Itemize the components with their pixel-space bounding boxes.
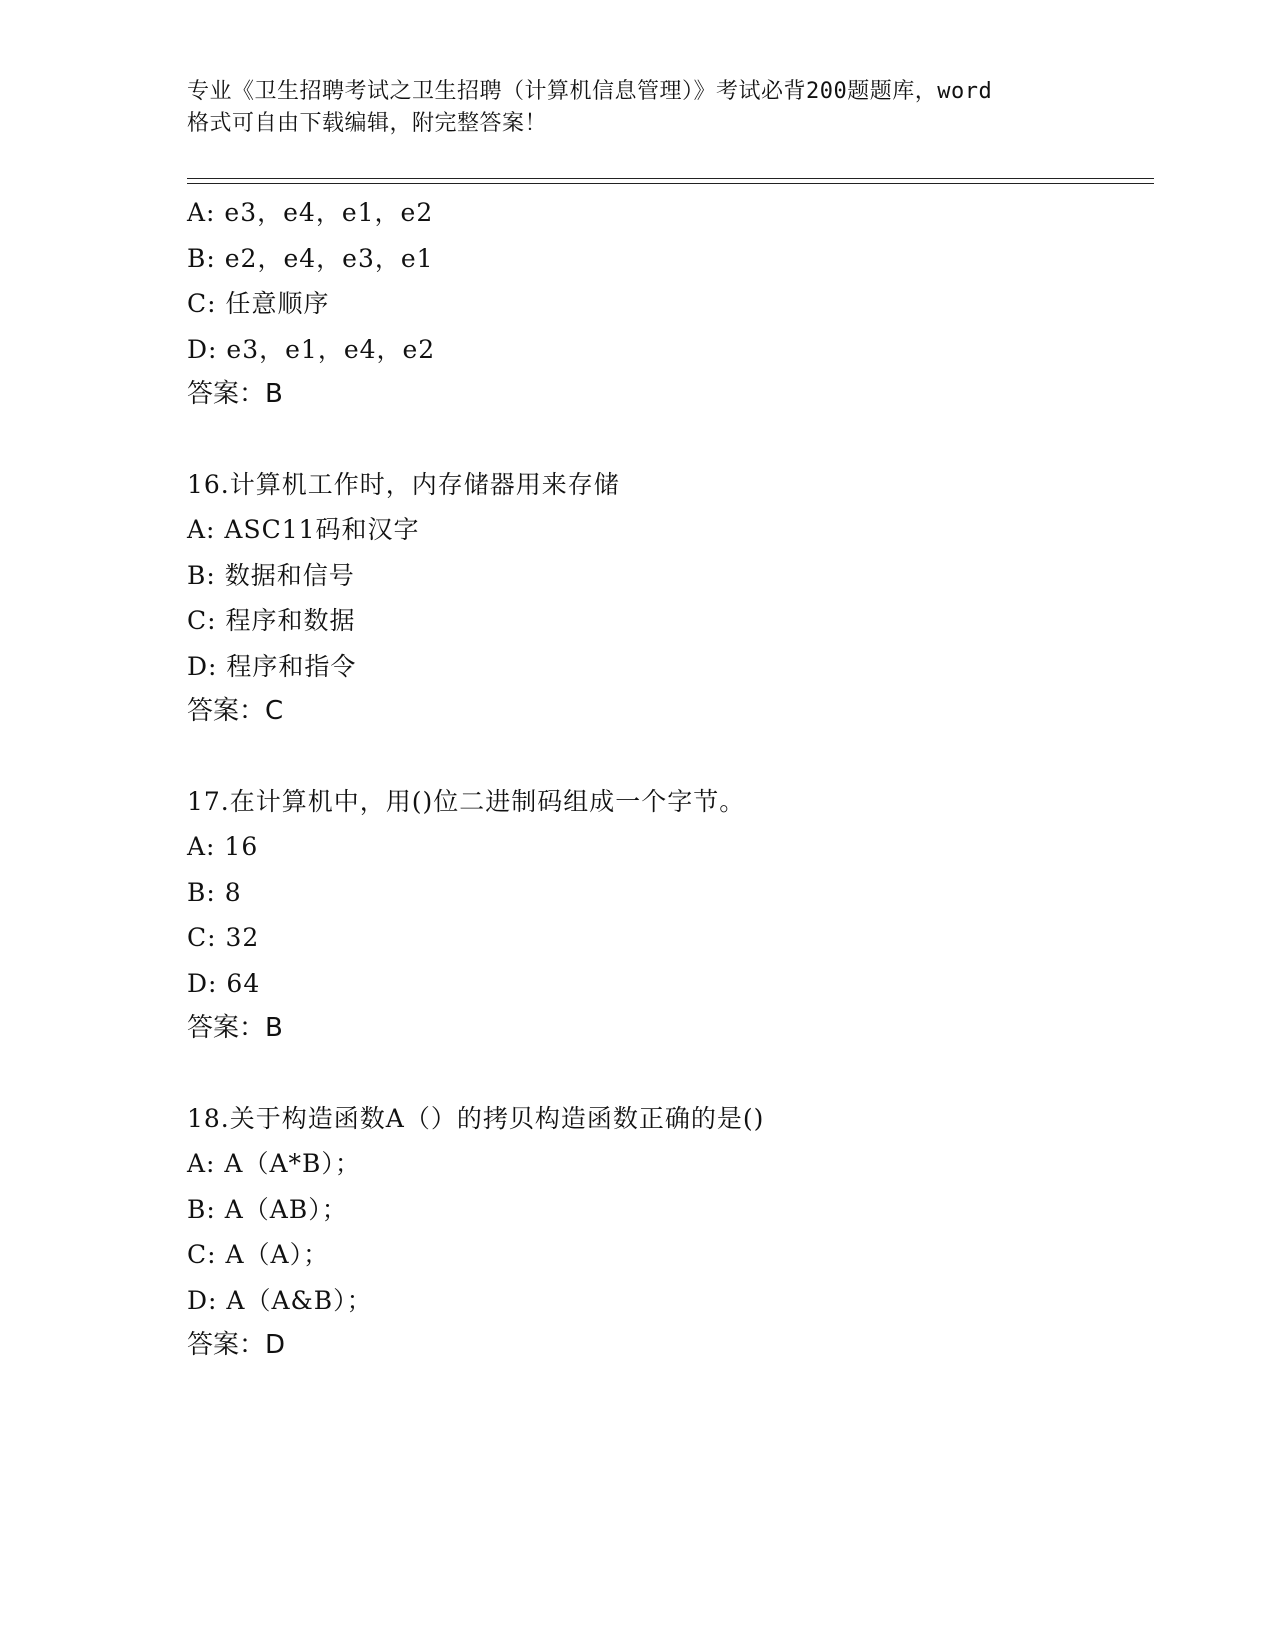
- answer-line: 答案：B: [187, 1013, 283, 1043]
- spacer: [187, 1052, 1147, 1096]
- option-d: D: A（A&B）；: [187, 1285, 373, 1315]
- option-d: D: 程序和指令: [187, 651, 357, 681]
- question-block-18: [187, 1096, 1147, 1369]
- option-b: B: A（AB）；: [187, 1194, 348, 1224]
- question-list: [187, 190, 1147, 1369]
- document-header: [187, 76, 1087, 140]
- option-c: C: A（A）；: [187, 1240, 330, 1269]
- option-a: A: ASC11码和汉字: [187, 515, 420, 544]
- spacer: [187, 418, 1147, 462]
- option-b: B: e2，e4，e3，e1: [187, 243, 434, 273]
- option-c: C: 程序和数据: [187, 606, 356, 635]
- option-d: D: e3，e1，e4，e2: [187, 334, 436, 364]
- option-a: A: e3，e4，e1，e2: [187, 198, 434, 227]
- question-text: 18.关于构造函数A（）的拷贝构造函数正确的是(): [187, 1103, 765, 1133]
- question-block-16: [187, 462, 1147, 735]
- header-divider-top: [187, 178, 1154, 179]
- option-b: B: 数据和信号: [187, 560, 355, 590]
- question-block-15: [187, 190, 1147, 418]
- question-block-17: [187, 779, 1147, 1052]
- option-c: C: 32: [187, 923, 260, 952]
- option-c: C: 任意顺序: [187, 289, 330, 318]
- answer-line: 答案：C: [187, 696, 284, 726]
- header-title-line1: 专业《卫生招聘考试之卫生招聘（计算机信息管理）》考试必背200题题库，word: [187, 79, 993, 104]
- spacer: [187, 735, 1147, 779]
- question-text: 17.在计算机中，用()位二进制码组成一个字节。: [187, 786, 746, 816]
- question-text: 16.计算机工作时，内存储器用来存储: [187, 469, 620, 499]
- option-a: A: 16: [187, 832, 259, 861]
- header-title-line2: 格式可自由下载编辑，附完整答案！: [187, 111, 548, 136]
- option-b: B: 8: [187, 877, 242, 907]
- header-divider-bottom: [187, 183, 1154, 184]
- option-d: D: 64: [187, 968, 261, 998]
- answer-line: 答案：D: [187, 1330, 286, 1360]
- option-a: A: A（A*B）；: [187, 1149, 361, 1178]
- answer-line: 答案：B: [187, 379, 283, 409]
